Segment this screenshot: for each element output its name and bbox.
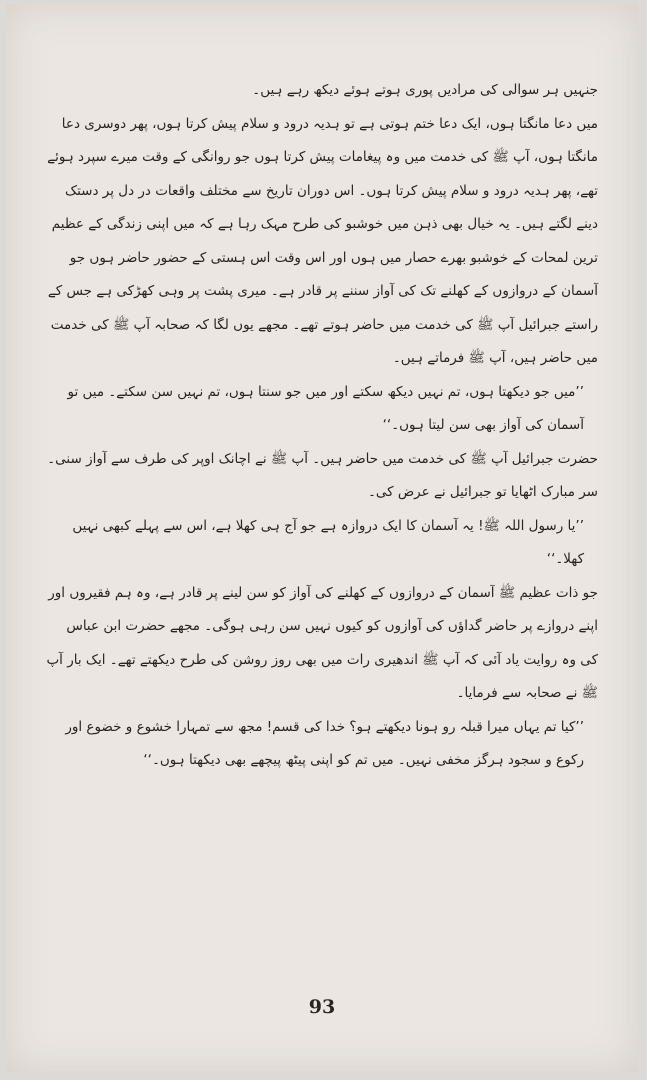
paragraph-3: حضرت جبرائیل آپ ﷺ کی خدمت میں حاضر ہیں۔ آپ ﷺ نے اچانک اوپر کی طرف سے آواز سنی۔ سر مبارک اٹھایا تو جبرائیل نے عرض کی۔	[47, 450, 598, 500]
paragraph-1: جنہیں ہر سوالی کی مرادیں پوری ہوتے ہوئے دیکھ رہے ہیں۔	[252, 82, 598, 98]
paragraph-4: جو ذات عظیم ﷺ آسمان کے دروازوں کے کھلنے کی آواز کو سن لینے پر قادر ہے، وہ ہم فقیروں اور اپنے دروازے پر حاضر گداؤں کی آوازوں کو کیوں نہیں سن رہی ہوگی۔ مجھے حضرت ابن عباس کی وہ روایت یاد آئی کہ آپ ﷺ اندھیری رات میں بھی روز روشن کی طرح دیکھتے تھے۔ ایک بار آپ ﷺ نے صحابہ سے فرمایا۔	[46, 584, 598, 701]
paragraph-2: میں دعا مانگتا ہوں، ایک دعا ختم ہوتی ہے تو ہدیہ درود و سلام پیش کرتا ہوں، پھر دوسری دعا مانگتا ہوں، آپ ﷺ کی خدمت میں وہ پیغامات پیش کرتا ہوں جو روانگی کے وقت میرے سپرد ہوئے تھے، پھر ہدیہ درود و سلام پیش کرتا ہوں۔ اس دوران تاریخ سے مختلف واقعات در دل پر دستک دینے لگتے ہیں۔ یہ خیال بھی ذہن میں خوشبو کی طرح مہک رہا ہے کہ میں اپنی زندگی کے عظیم ترین لمحات کے خوشبو بھرے حصار میں ہوں اور اس وقت اس ہستی کے حضور حاضر ہوں جو آسمان کے دروازوں کے کھلنے تک کی آواز سننے پر قادر ہے۔ میری پشت پر وہی کھڑکی ہے جس کے راستے جبرائیل آپ ﷺ کی خدمت میں حاضر ہوتے تھے۔ مجھے یوں لگا کہ صحابہ آپ ﷺ کی خدمت میں حاضر ہیں، آپ ﷺ فرماتے ہیں۔	[47, 115, 598, 366]
book-page	[6, 4, 638, 1072]
quote-3: ’’کیا تم یہاں میرا قبلہ رو ہونا دیکھتے ہو؟ خدا کی قسم! مجھ سے تمہارا خشوع و خضوع اور رکوع و سجود ہرگز مخفی نہیں۔ میں تم کو اپنی پیٹھ پیچھے بھی دیکھتا ہوں۔‘‘	[65, 718, 584, 768]
quote-1: ’’میں جو دیکھتا ہوں، تم نہیں دیکھ سکتے اور میں جو سنتا ہوں، تم نہیں سن سکتے۔ میں تو آسمان کی آواز بھی سن لیتا ہوں۔‘‘	[67, 383, 584, 433]
page-number: 93	[308, 996, 336, 1018]
page-text	[46, 74, 598, 778]
quote-2: ’’یا رسول اللہ ﷺ! یہ آسمان کا ایک دروازہ ہے جو آج ہی کھلا ہے، اس سے پہلے کبھی نہیں کھلا۔‘‘	[72, 517, 584, 567]
